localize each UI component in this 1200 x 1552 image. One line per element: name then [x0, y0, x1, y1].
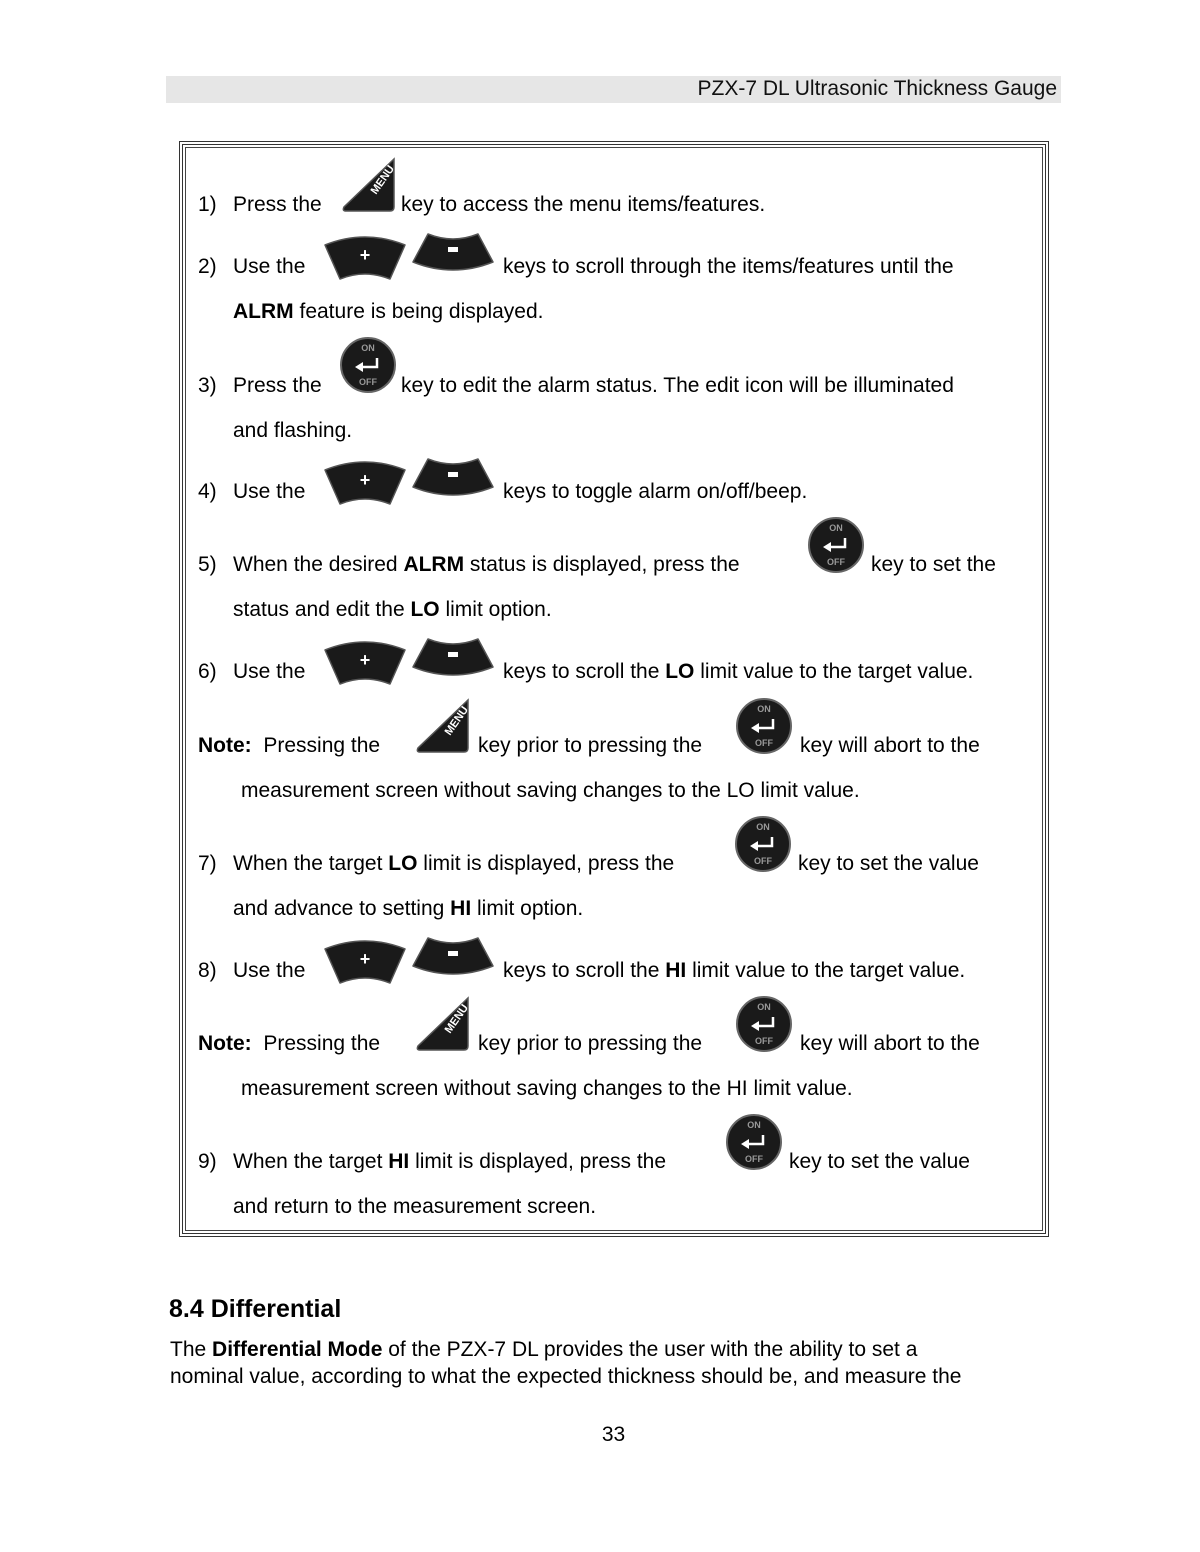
plus-key-icon: [322, 460, 408, 508]
step-text: Use the: [233, 660, 306, 683]
feature-name: HI: [388, 1150, 410, 1173]
note-text: Pressing the: [263, 1032, 381, 1055]
step-3-continuation: and flashing.: [233, 419, 353, 442]
step-5-continuation: [233, 597, 552, 623]
minus-key-icon: [410, 230, 496, 278]
running-header: [166, 76, 1061, 103]
step-8-text-b: [503, 958, 965, 984]
minus-key-icon: [410, 455, 496, 503]
step-number: 7): [198, 852, 217, 875]
step-number: 2): [198, 255, 217, 278]
header-title: PZX-7 DL Ultrasonic Thickness Gauge: [697, 77, 1057, 100]
feature-name: LO: [410, 598, 440, 621]
step-text: limit value to the target value.: [694, 660, 974, 683]
section-paragraph-line-2: nominal value, according to what the expected thickness should be, and measure the: [170, 1365, 962, 1388]
step-text: and advance to setting: [233, 897, 451, 920]
step-6: [198, 659, 305, 685]
menu-key-icon: [340, 157, 396, 213]
feature-name: LO: [665, 660, 695, 683]
feature-name: HI: [450, 897, 472, 920]
note-label: Note:: [198, 734, 252, 757]
note-2-text-b: key prior to pressing the: [478, 1032, 703, 1055]
step-number: 4): [198, 480, 217, 503]
paragraph-text: The: [170, 1338, 213, 1361]
plus-key-icon: [322, 640, 408, 688]
minus-key-icon: [410, 934, 496, 982]
onoff-key-icon: [734, 815, 792, 873]
step-text: keys to scroll the: [503, 959, 666, 982]
feature-name: ALRM: [403, 553, 465, 576]
step-number: 3): [198, 374, 217, 397]
note-text: Pressing the: [263, 734, 381, 757]
step-text: Use the: [233, 255, 306, 278]
step-number: 5): [198, 553, 217, 576]
onoff-key-icon: [735, 995, 793, 1053]
note-2: [198, 1031, 380, 1057]
feature-name: ALRM: [233, 300, 294, 323]
step-3-text-b: key to edit the alarm status. The edit icon will be illuminated: [401, 374, 954, 397]
step-text: limit is displayed, press the: [409, 1150, 667, 1173]
step-text: Use the: [233, 480, 306, 503]
note-2-text-c: key will abort to the: [800, 1032, 980, 1055]
step-text: limit is displayed, press the: [417, 852, 675, 875]
step-2: [198, 254, 305, 280]
step-text: feature is being displayed.: [293, 300, 544, 323]
onoff-key-icon: [725, 1113, 783, 1171]
step-text: limit option.: [439, 598, 552, 621]
step-text: keys to scroll the: [503, 660, 666, 683]
note-1: [198, 733, 380, 759]
onoff-key-icon: [807, 516, 865, 574]
note-2-continuation: measurement screen without saving changes to the HI limit value.: [241, 1077, 853, 1100]
note-1-continuation: measurement screen without saving changes to the LO limit value.: [241, 779, 860, 802]
step-number: 8): [198, 959, 217, 982]
onoff-key-icon: [735, 697, 793, 755]
step-text: limit value to the target value.: [686, 959, 966, 982]
step-text: Press the: [233, 193, 322, 216]
step-5: [198, 552, 740, 578]
paragraph-text: of the PZX-7 DL provides the user with the ability to set a: [382, 1338, 918, 1361]
step-7: [198, 851, 674, 877]
page-number: 33: [601, 1423, 626, 1446]
section-heading: 8.4 Differential: [169, 1295, 342, 1323]
feature-name: LO: [388, 852, 418, 875]
minus-key-icon: [410, 635, 496, 683]
onoff-key-icon: [339, 336, 397, 394]
step-7-text-b: key to set the value: [798, 852, 979, 875]
section-paragraph-line-1: [170, 1338, 917, 1362]
plus-key-icon: [322, 939, 408, 987]
step-4: [198, 479, 305, 505]
plus-key-icon: [322, 235, 408, 283]
step-1: [198, 192, 322, 218]
note-label: Note:: [198, 1032, 252, 1055]
step-6-text-b: [503, 659, 973, 685]
feature-name: HI: [665, 959, 687, 982]
step-number: 1): [198, 193, 217, 216]
menu-key-icon: [414, 996, 470, 1052]
step-5-text-b: key to set the: [871, 553, 996, 576]
step-8: [198, 958, 305, 984]
term-bold: Differential Mode: [212, 1338, 383, 1361]
step-text: Press the: [233, 374, 322, 397]
step-number: 6): [198, 660, 217, 683]
step-text: When the desired: [233, 553, 404, 576]
step-7-continuation: [233, 896, 583, 922]
step-3: [198, 373, 322, 399]
note-1-text-c: key will abort to the: [800, 734, 980, 757]
note-1-text-b: key prior to pressing the: [478, 734, 703, 757]
step-text: When the target: [233, 852, 389, 875]
step-number: 9): [198, 1150, 217, 1173]
step-9-text-b: key to set the value: [789, 1150, 970, 1173]
step-text: Use the: [233, 959, 306, 982]
step-text: When the target: [233, 1150, 389, 1173]
step-1-text-b: key to access the menu items/features.: [401, 193, 766, 216]
step-text: status is displayed, press the: [464, 553, 740, 576]
menu-key-icon: [414, 698, 470, 754]
step-2-continuation: [233, 299, 543, 325]
step-9-continuation: and return to the measurement screen.: [233, 1195, 597, 1218]
step-text: status and edit the: [233, 598, 411, 621]
step-4-text-b: keys to toggle alarm on/off/beep.: [503, 480, 808, 503]
step-2-text-b: keys to scroll through the items/features until the: [503, 255, 954, 278]
step-text: limit option.: [471, 897, 584, 920]
step-9: [198, 1149, 666, 1175]
